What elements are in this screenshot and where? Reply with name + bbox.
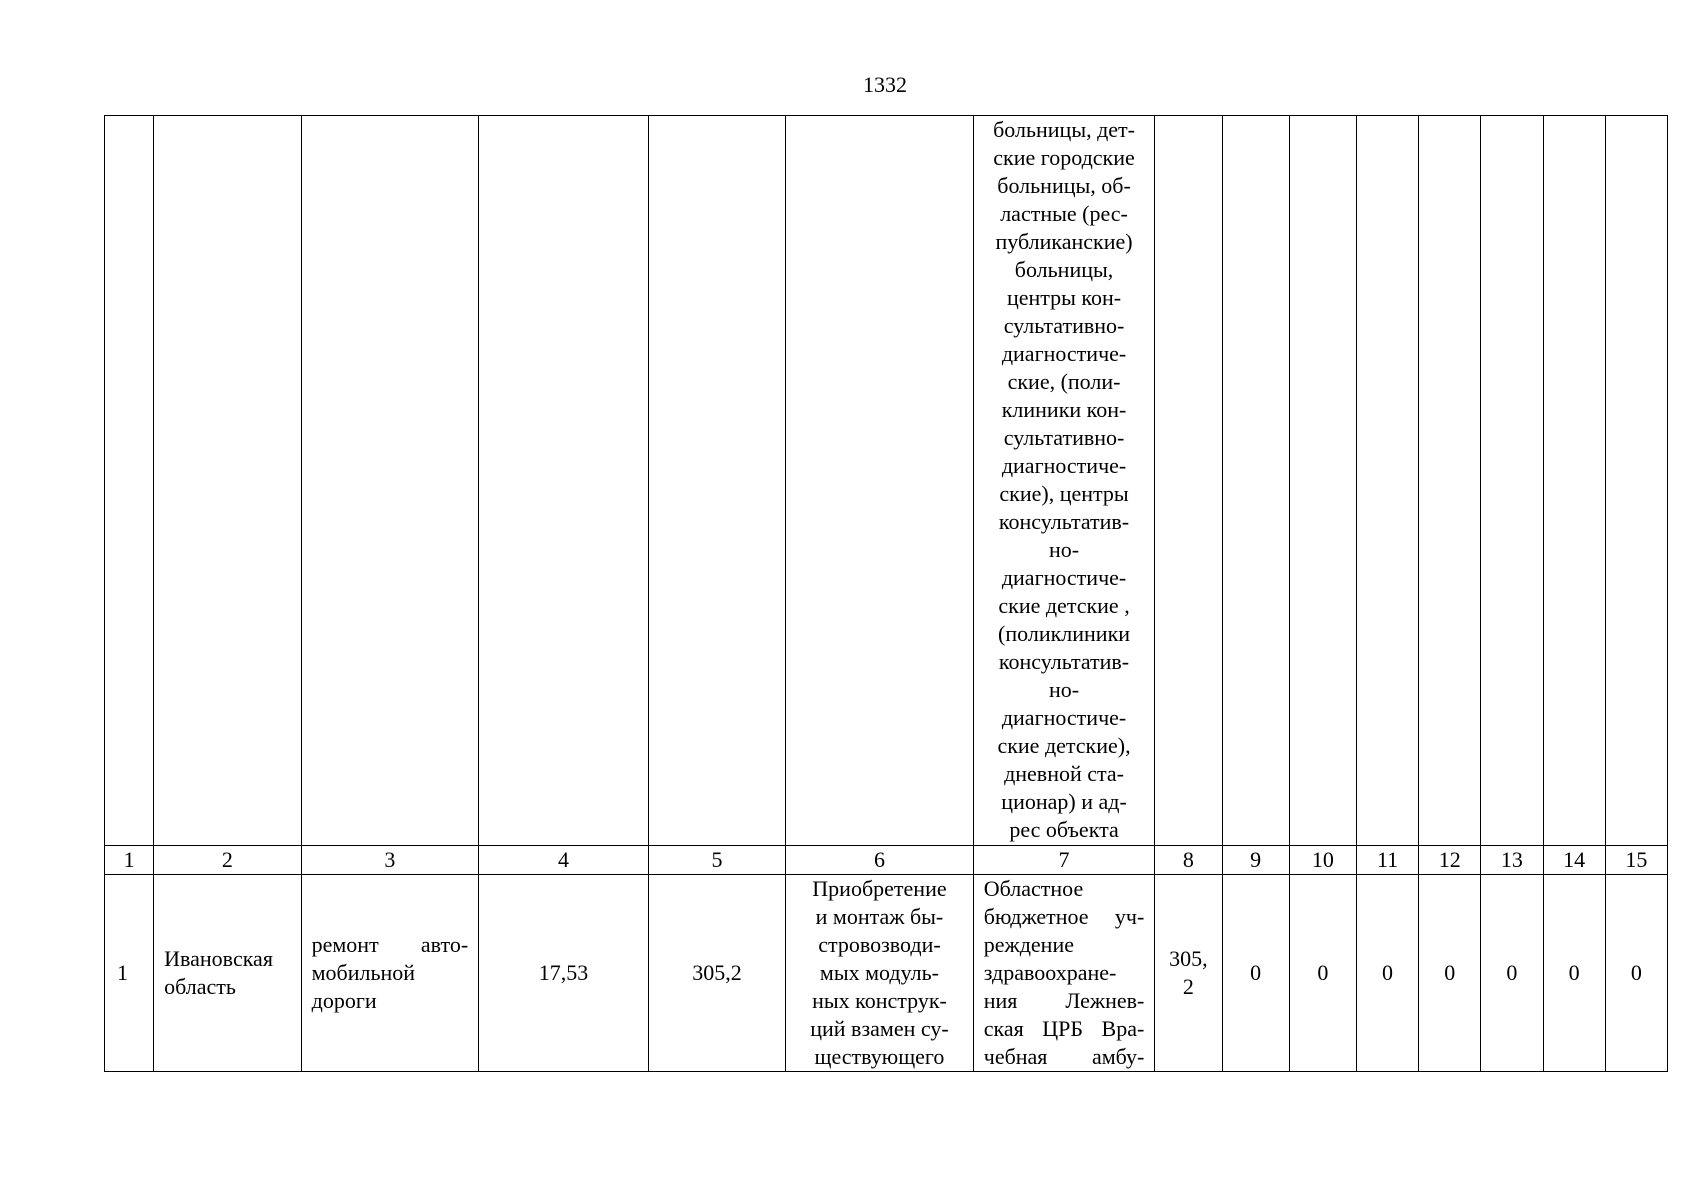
value-cell-14: 0 xyxy=(1543,875,1605,1072)
header-text-line: рес объекта xyxy=(1009,817,1119,842)
column-number: 5 xyxy=(648,846,785,875)
header-cell-3 xyxy=(301,116,479,846)
region-cell xyxy=(154,875,301,1072)
value-cell-15: 0 xyxy=(1605,875,1667,1072)
description-line: ных конструк- xyxy=(812,988,947,1013)
institution-line: реждение xyxy=(983,932,1074,957)
header-text-line: консультатив- xyxy=(998,509,1130,534)
column-number: 15 xyxy=(1605,846,1667,875)
header-cell-8 xyxy=(1155,116,1222,846)
header-text-line: ские детские), xyxy=(997,733,1131,758)
header-text-line: ские детские , xyxy=(998,593,1130,618)
value-cell-9: 0 xyxy=(1222,875,1289,1072)
header-text-line: но- xyxy=(1048,677,1080,702)
column-number: 12 xyxy=(1419,846,1481,875)
value-cell-5: 305,2 xyxy=(648,875,785,1072)
header-text-line: ластные (рес- xyxy=(1000,201,1128,226)
header-cell-10 xyxy=(1289,116,1356,846)
institution-line: здравоохране- xyxy=(983,960,1117,985)
work-type-line: ремонт авто- xyxy=(311,932,469,957)
header-cell-9 xyxy=(1222,116,1289,846)
header-cell-13 xyxy=(1481,116,1543,846)
value-cell-13: 0 xyxy=(1481,875,1543,1072)
institution-line: ния Лежнев- xyxy=(983,988,1145,1013)
institution-line: ская ЦРБ Вра- xyxy=(983,1016,1145,1041)
header-text-line: публиканские) xyxy=(995,229,1133,254)
description-line: ций взамен су- xyxy=(810,1016,949,1041)
institution-cell xyxy=(973,875,1155,1072)
column-number: 6 xyxy=(786,846,974,875)
page-number: 1332 xyxy=(863,72,907,97)
header-text-line: сультативно- xyxy=(1003,425,1125,450)
header-text-line: (поликлиники xyxy=(998,621,1131,646)
work-type-cell xyxy=(301,875,479,1072)
description-line: ществующего xyxy=(814,1044,945,1069)
value-cell-4: 17,53 xyxy=(479,875,649,1072)
header-cell-1 xyxy=(105,116,154,846)
region-line: область xyxy=(164,974,236,999)
header-text-line: ционар) и ад- xyxy=(1001,789,1127,814)
header-cell-11 xyxy=(1356,116,1418,846)
header-text-line: ские, (поли- xyxy=(1007,369,1121,394)
column-number: 9 xyxy=(1222,846,1289,875)
work-type-line: дороги xyxy=(311,988,377,1013)
header-text-line: диагностиче- xyxy=(1001,565,1127,590)
header-cell-4 xyxy=(479,116,649,846)
header-text-line: ские), центры xyxy=(999,481,1129,506)
header-text-line: но- xyxy=(1048,537,1080,562)
value-cell-12: 0 xyxy=(1419,875,1481,1072)
region-line: Ивановская xyxy=(164,946,273,971)
data-table xyxy=(104,115,1668,1072)
header-text-line: диагностиче- xyxy=(1001,341,1127,366)
value-cell-10: 0 xyxy=(1289,875,1356,1072)
column-number: 7 xyxy=(973,846,1155,875)
description-line: Приобретение xyxy=(812,876,947,901)
institution-line: Областное xyxy=(983,876,1084,901)
column-number: 4 xyxy=(479,846,649,875)
table-row xyxy=(105,875,1668,1072)
header-text-line: диагностиче- xyxy=(1001,453,1127,478)
header-text-line: ские городские xyxy=(993,145,1135,170)
description-line: мых модуль- xyxy=(819,960,939,985)
header-cell-6 xyxy=(786,116,974,846)
column-number: 8 xyxy=(1155,846,1222,875)
header-text-line: консультатив- xyxy=(998,649,1130,674)
column-number: 13 xyxy=(1481,846,1543,875)
work-type-line: мобильной xyxy=(311,960,416,985)
header-cell-15 xyxy=(1605,116,1667,846)
value-cell-8 xyxy=(1155,875,1222,1072)
header-text-line: больницы, дет- xyxy=(993,117,1135,142)
header-text-line: дневной ста- xyxy=(1004,761,1124,786)
header-cell-2 xyxy=(154,116,301,846)
header-text-line: диагностиче- xyxy=(1001,705,1127,730)
description-cell xyxy=(786,875,974,1072)
value-line: 2 xyxy=(1182,974,1194,999)
column-number: 3 xyxy=(301,846,479,875)
header-cell-14 xyxy=(1543,116,1605,846)
row-index: 1 xyxy=(105,875,154,1072)
column-number: 2 xyxy=(154,846,301,875)
header-text-line: больницы, xyxy=(1014,257,1114,282)
column-number: 1 xyxy=(105,846,154,875)
header-text-line: центры кон- xyxy=(1006,285,1122,310)
value-cell-11: 0 xyxy=(1356,875,1418,1072)
column-number: 10 xyxy=(1289,846,1356,875)
value-line: 305, xyxy=(1169,946,1208,971)
column-number-row xyxy=(105,846,1668,875)
header-text-line: клиники кон- xyxy=(1001,397,1127,422)
header-cell-12 xyxy=(1419,116,1481,846)
institution-line: чебная амбу- xyxy=(983,1044,1145,1069)
institution-line: бюджетное уч- xyxy=(983,904,1145,929)
header-continuation-row xyxy=(105,116,1668,846)
header-text-line: сультативно- xyxy=(1003,313,1125,338)
column-number: 14 xyxy=(1543,846,1605,875)
header-text-line: больницы, об- xyxy=(997,173,1131,198)
column-number: 11 xyxy=(1356,846,1418,875)
header-cell-7 xyxy=(973,116,1155,846)
header-cell-5 xyxy=(648,116,785,846)
description-line: и монтаж бы- xyxy=(815,904,944,929)
description-line: стровозводи- xyxy=(818,932,941,957)
